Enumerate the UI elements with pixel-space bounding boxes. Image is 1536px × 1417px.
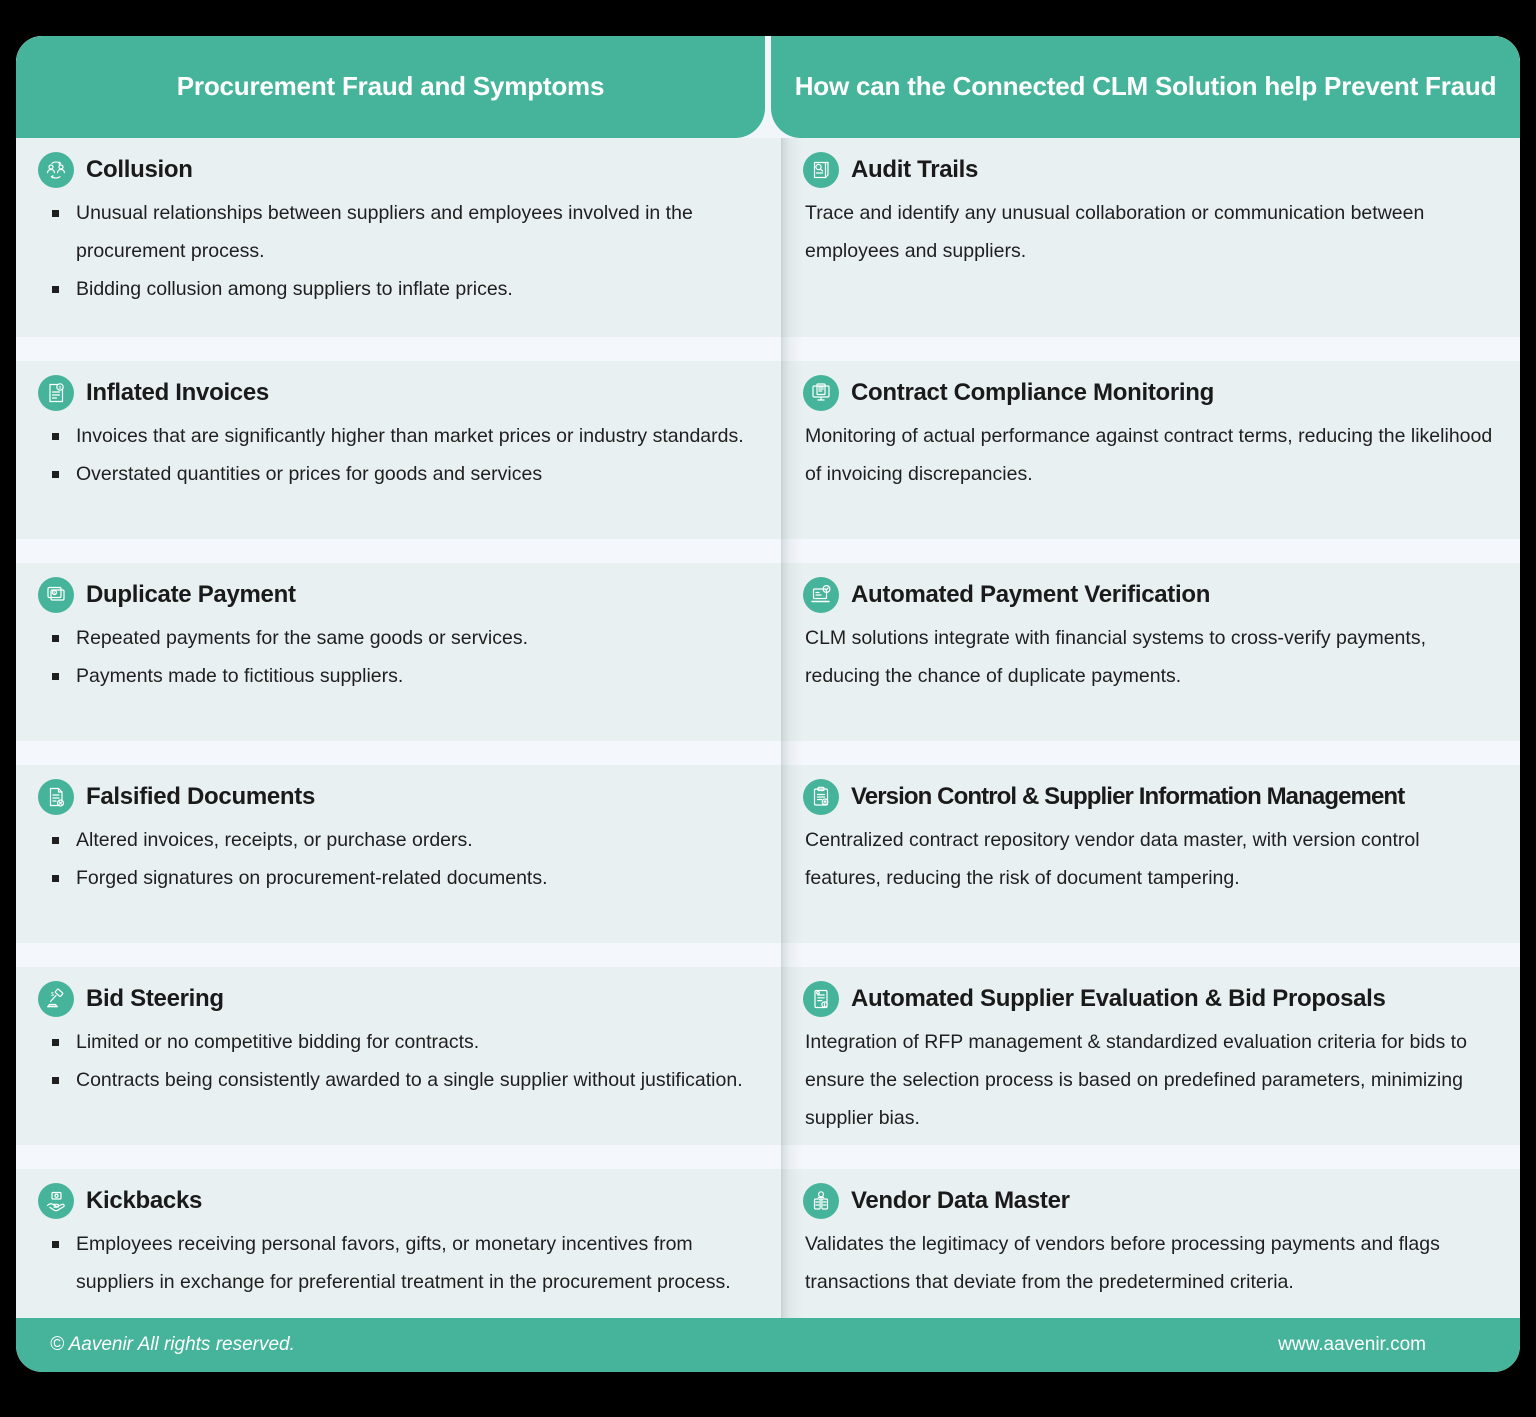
copyright-text: © Aavenir All rights reserved.: [50, 1334, 295, 1355]
left-column: [16, 138, 781, 1320]
bullet-list: [38, 1225, 759, 1301]
left-row-kickbacks: [16, 1169, 781, 1334]
right-row-payment-verification: [781, 563, 1520, 741]
row-separator-band: [16, 337, 781, 361]
left-row-inflated-invoices: [16, 361, 781, 539]
list-item: Unusual relationships between suppliers and employees involved in the procurement process.: [38, 194, 759, 270]
list-item: Payments made to fictitious suppliers.: [38, 657, 759, 695]
list-item: Employees receiving personal favors, gifts, or monetary incentives from suppliers in exchange for preferential treatment in the procurement process.: [38, 1225, 759, 1301]
row-description: Validates the legitimacy of vendors before processing payments and flags transactions that deviate from the predetermined criteria.: [805, 1233, 1440, 1294]
list-item: Invoices that are significantly higher than market prices or industry standards.: [38, 417, 759, 455]
row-separator-band: [781, 539, 1520, 563]
list-item: Repeated payments for the same goods or services.: [38, 619, 759, 657]
payment-verification-icon: [803, 577, 839, 613]
list-item: Limited or no competitive bidding for contracts.: [38, 1023, 759, 1061]
left-row-collusion: [16, 138, 781, 337]
right-row-supplier-evaluation: [781, 967, 1520, 1145]
row-separator-band: [16, 741, 781, 765]
footer-bar: [16, 1318, 1520, 1372]
bullet-list: [38, 619, 759, 695]
row-header: [803, 152, 1498, 188]
compliance-monitor-icon: [803, 375, 839, 411]
row-separator-band: [781, 337, 1520, 361]
collusion-users-icon: [38, 152, 74, 188]
header-right-panel: [771, 36, 1520, 138]
left-row-falsified-documents: [16, 765, 781, 943]
row-header: [803, 779, 1498, 815]
row-header: [803, 577, 1498, 613]
row-separator-band: [16, 539, 781, 563]
row-title: Automated Supplier Evaluation & Bid Proposals: [851, 985, 1386, 1012]
row-title: Automated Payment Verification: [851, 581, 1211, 608]
row-header: [38, 779, 759, 815]
row-title: Contract Compliance Monitoring: [851, 379, 1215, 406]
svg-text:$: $: [53, 590, 56, 595]
row-header: [803, 375, 1498, 411]
right-row-contract-compliance: [781, 361, 1520, 539]
supplier-evaluation-icon: [803, 981, 839, 1017]
row-title: Version Control & Supplier Information Management: [851, 783, 1405, 810]
falsified-document-icon: [38, 779, 74, 815]
row-title: Audit Trails: [851, 156, 979, 183]
row-title: Kickbacks: [86, 1187, 203, 1214]
left-row-bid-steering: [16, 967, 781, 1145]
svg-text:$: $: [58, 385, 62, 390]
row-separator-band: [781, 1145, 1520, 1169]
gavel-bid-icon: [38, 981, 74, 1017]
header-left-panel: [16, 36, 765, 138]
row-separator-band: [781, 943, 1520, 967]
content-area: [16, 138, 1520, 1320]
row-separator-band: [781, 741, 1520, 765]
row-header: [38, 152, 759, 188]
row-header: [38, 1183, 759, 1219]
row-description: CLM solutions integrate with financial systems to cross-verify payments, reducing the chance of duplicate payments.: [805, 627, 1426, 688]
row-title: Duplicate Payment: [86, 581, 296, 608]
row-separator-band: [16, 1145, 781, 1169]
header-left-title: Procurement Fraud and Symptoms: [176, 71, 605, 102]
row-header: [803, 1183, 1498, 1219]
row-title: Falsified Documents: [86, 783, 316, 810]
row-title: Bid Steering: [86, 985, 224, 1012]
row-description: Integration of RFP management & standardized evaluation criteria for bids to ensure the selection process is based on predefined parameters, minimizing supplier bias.: [805, 1031, 1467, 1130]
version-control-clipboard-icon: [803, 779, 839, 815]
row-title: Vendor Data Master: [851, 1187, 1070, 1214]
left-row-duplicate-payment: [16, 563, 781, 741]
bullet-list: [38, 194, 759, 308]
row-separator-band: [16, 943, 781, 967]
list-item: Contracts being consistently awarded to a single supplier without justification.: [38, 1061, 759, 1099]
list-item: Forged signatures on procurement-related documents.: [38, 859, 759, 897]
bullet-list: [38, 821, 759, 897]
row-header: [803, 981, 1498, 1017]
vendor-data-master-icon: [803, 1183, 839, 1219]
website-link[interactable]: www.aavenir.com: [1278, 1334, 1426, 1355]
header-right-title: How can the Connected CLM Solution help Prevent Fraud: [794, 71, 1497, 102]
duplicate-payment-icon: [38, 577, 74, 613]
row-description: Trace and identify any unusual collaboration or communication between employees and suppliers.: [805, 202, 1425, 263]
row-description: Monitoring of actual performance against contract terms, reducing the likelihood of invoicing discrepancies.: [805, 425, 1493, 486]
bullet-list: [38, 417, 759, 493]
right-column: [781, 138, 1520, 1320]
right-row-audit-trails: [781, 138, 1520, 337]
right-row-vendor-data-master: [781, 1169, 1520, 1334]
kickback-hand-money-icon: [38, 1183, 74, 1219]
list-item: Altered invoices, receipts, or purchase orders.: [38, 821, 759, 859]
invoice-money-icon: [38, 375, 74, 411]
row-header: [38, 981, 759, 1017]
header-bar: [16, 36, 1520, 138]
list-item: Overstated quantities or prices for goods and services: [38, 455, 759, 493]
row-title: Inflated Invoices: [86, 379, 269, 406]
svg-text:$: $: [51, 992, 54, 998]
audit-trail-document-icon: [803, 152, 839, 188]
list-item: Bidding collusion among suppliers to inflate prices.: [38, 270, 759, 308]
row-header: [38, 577, 759, 613]
infographic-card: [16, 36, 1520, 1372]
row-header: [38, 375, 759, 411]
bullet-list: [38, 1023, 759, 1099]
row-title: Collusion: [86, 156, 193, 183]
right-row-version-control: [781, 765, 1520, 943]
row-description: Centralized contract repository vendor data master, with version control features, reducing the risk of document tampering.: [805, 829, 1420, 890]
